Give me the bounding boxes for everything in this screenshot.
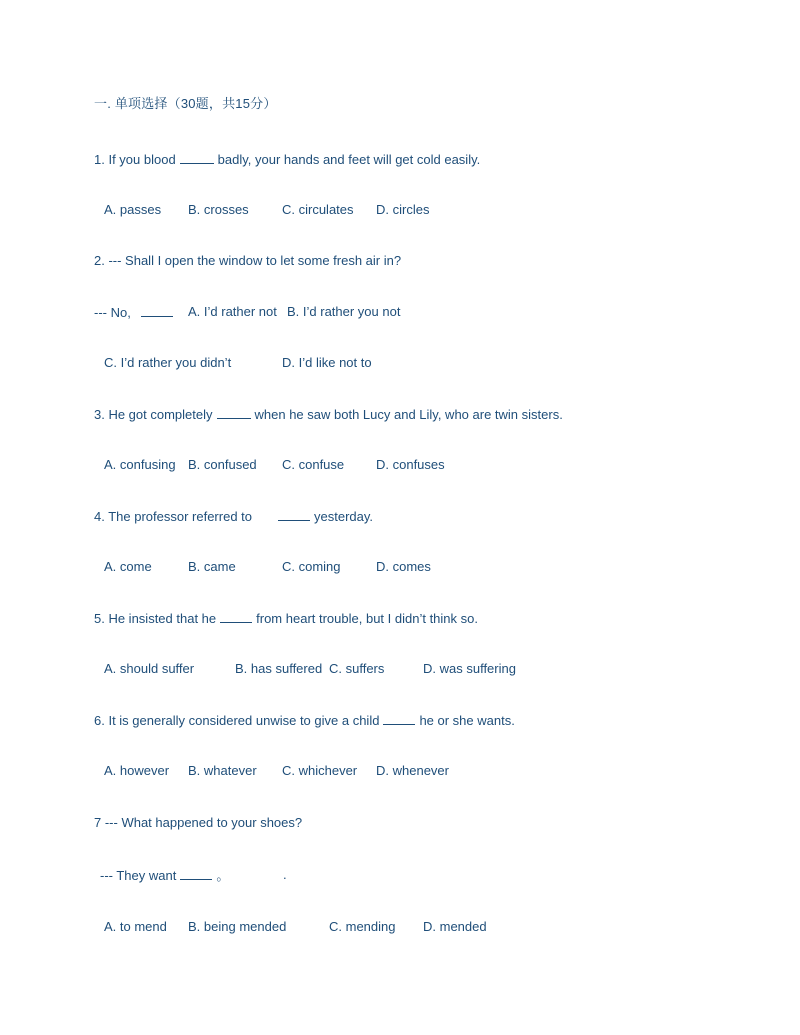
- question-7-option-d: D. mended: [423, 919, 487, 934]
- answer-blank: [180, 867, 212, 880]
- answer-blank: [180, 151, 214, 164]
- question-7-reply: [100, 867, 229, 884]
- question-1-stem: [94, 151, 480, 168]
- question-1-option-c: C. circulates: [282, 202, 354, 217]
- question-4-option-d: D. comes: [376, 559, 431, 574]
- question-1-option-d: D. circles: [376, 202, 430, 217]
- question-7-option-c: C. mending: [329, 919, 396, 934]
- question-1-stem-before: 1. If you blood: [94, 152, 176, 167]
- question-2-stem: 2. --- Shall I open the window to let some fresh air in?: [94, 253, 402, 268]
- question-4-stem: [94, 508, 373, 525]
- answer-blank: [220, 610, 252, 623]
- question-6-option-c: C. whichever: [282, 763, 358, 778]
- section-heading: 一. 单项选择（30题，共15分）: [94, 96, 277, 111]
- question-3-stem-after: when he saw both Lucy and Lily, who are twin sisters.: [254, 407, 563, 422]
- question-1-option-a: A. passes: [104, 202, 162, 217]
- question-6-stem-before: 6. It is generally considered unwise to give a child: [94, 713, 380, 728]
- question-2-reply-before: --- No,: [94, 305, 131, 320]
- question-5-option-a: A. should suffer: [104, 661, 195, 676]
- question-3-option-b: B. confused: [188, 457, 257, 472]
- question-2-option-c: C. I’d rather you didn’t: [104, 355, 232, 370]
- question-6-stem-after: he or she wants.: [419, 713, 515, 728]
- question-4-option-a: A. come: [104, 559, 152, 574]
- question-2-option-d: D. I’d like not to: [282, 355, 372, 370]
- question-3-option-c: C. confuse: [282, 457, 345, 472]
- question-6-option-a: A. however: [104, 763, 170, 778]
- question-3-stem-before: 3. He got completely: [94, 407, 213, 422]
- question-2-reply: [94, 304, 177, 321]
- question-4-stem-after: yesterday.: [314, 509, 374, 524]
- question-3-stem: [94, 406, 563, 423]
- answer-blank: [278, 508, 310, 521]
- question-5-option-d: D. was suffering: [423, 661, 516, 676]
- question-4-option-b: B. came: [188, 559, 236, 574]
- question-4-stem-before: 4. The professor referred to: [94, 509, 253, 524]
- question-5-option-c: C. suffers: [329, 661, 385, 676]
- answer-blank: [217, 406, 251, 419]
- question-2-option-a: A. I’d rather not: [188, 304, 277, 319]
- question-1-stem-after: badly, your hands and feet will get cold easily.: [217, 152, 481, 167]
- question-1-option-b: B. crosses: [188, 202, 249, 217]
- question-7-option-b: B. being mended: [188, 919, 287, 934]
- question-6-stem: [94, 712, 515, 729]
- question-5-stem-before: 5. He insisted that he: [94, 611, 217, 626]
- question-2-option-b: B. I’d rather you not: [287, 304, 401, 319]
- question-5-stem: [94, 610, 478, 627]
- question-5-option-b: B. has suffered: [235, 661, 323, 676]
- question-7-option-a: A. to mend: [104, 919, 167, 934]
- question-3-option-d: D. confuses: [376, 457, 445, 472]
- answer-blank: [141, 304, 173, 317]
- answer-blank: [383, 712, 415, 725]
- question-3-option-a: A. confusing: [104, 457, 176, 472]
- question-7-reply-after: 。: [216, 868, 230, 883]
- question-5-stem-after: from heart trouble, but I didn’t think so.: [256, 611, 478, 626]
- question-6-option-b: B. whatever: [188, 763, 257, 778]
- question-7-stem: 7 --- What happened to your shoes?: [94, 815, 303, 830]
- question-6-option-d: D. whenever: [376, 763, 449, 778]
- question-4-option-c: C. coming: [282, 559, 341, 574]
- question-7-reply-dot: .: [283, 867, 287, 882]
- question-7-reply-before: --- They want: [100, 868, 177, 883]
